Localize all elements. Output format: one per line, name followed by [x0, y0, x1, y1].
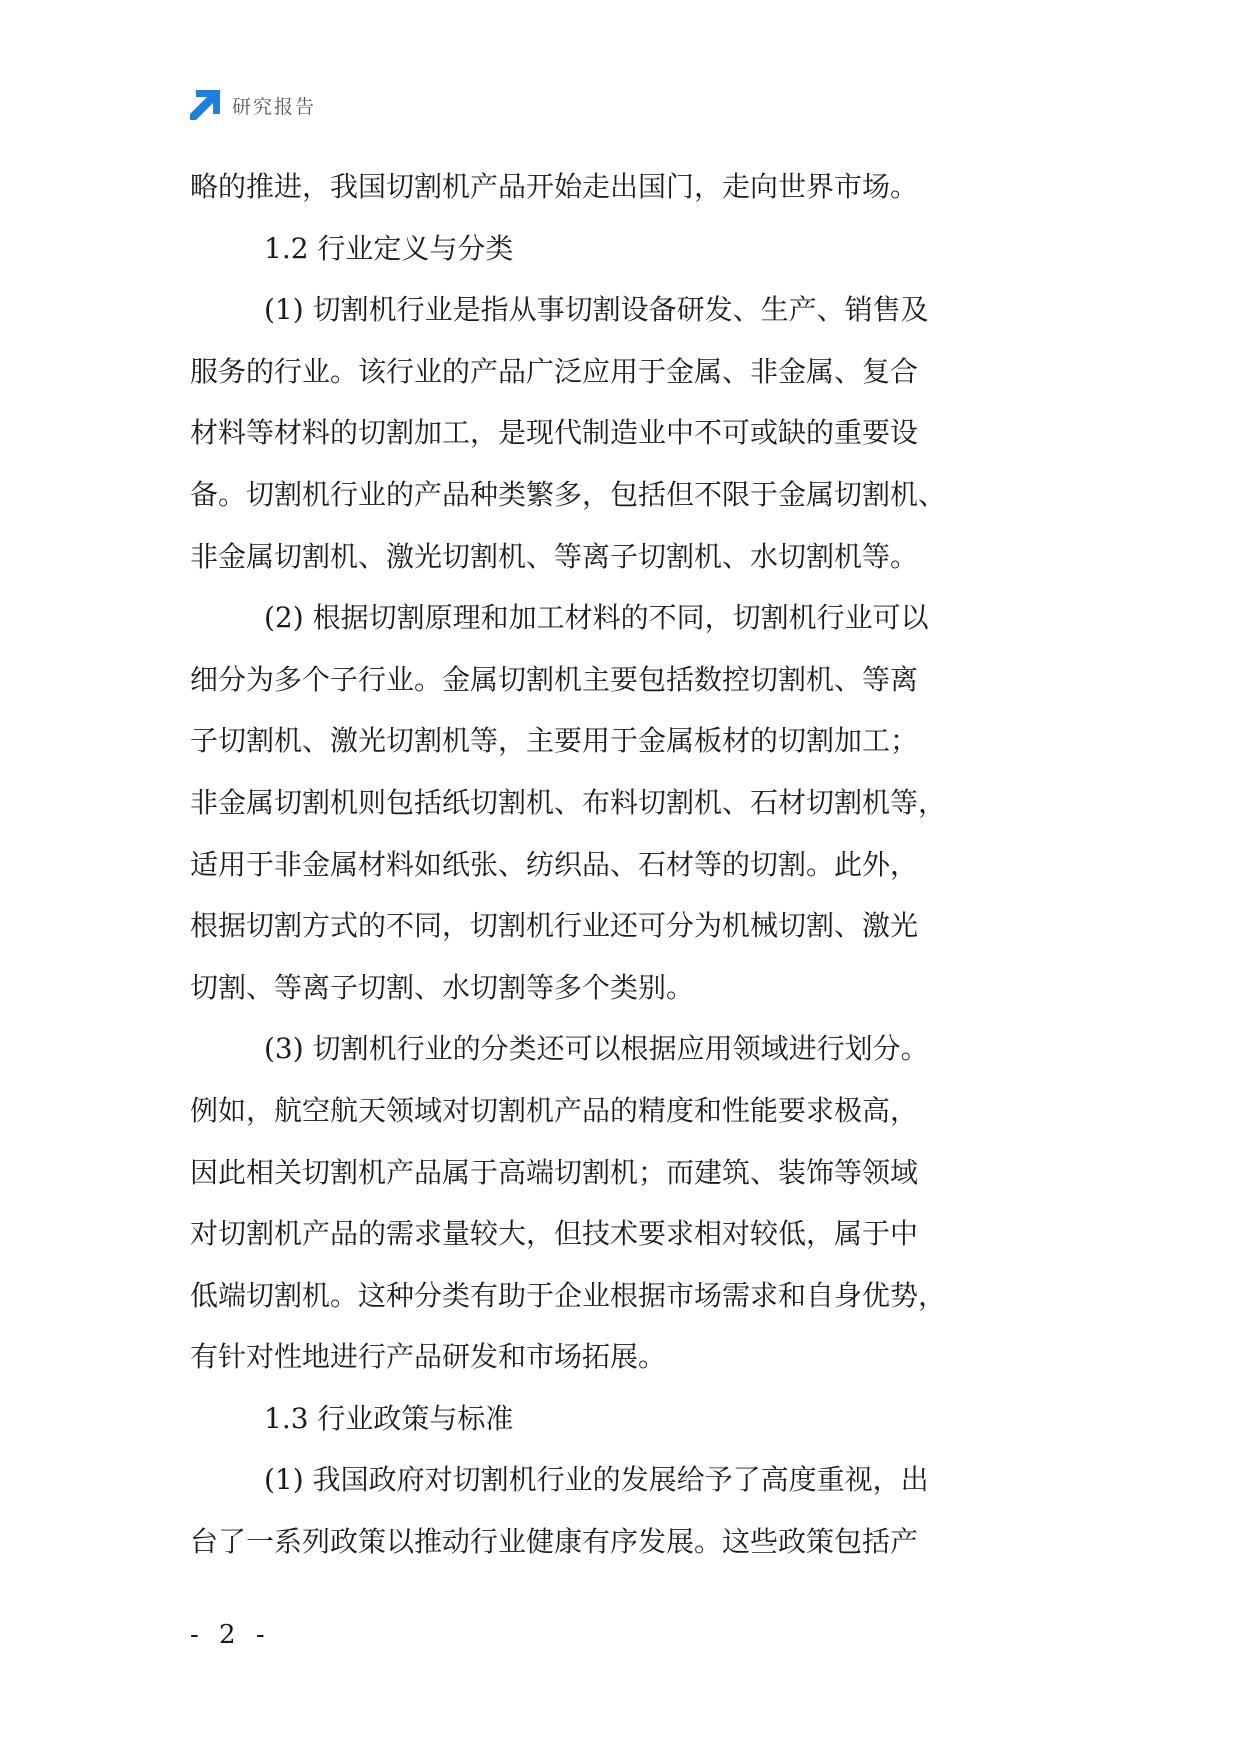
page-number: - 2 - [190, 1620, 271, 1650]
text-line: 细分为多个子行业。金属切割机主要包括数控切割机、等离 [190, 662, 919, 696]
text-line: 台了一系列政策以推动行业健康有序发展。这些政策包括产 [190, 1525, 919, 1559]
text-line: 非金属切割机则包括纸切割机、布料切割机、石材切割机等， [190, 785, 947, 819]
text-line: 非金属切割机、激光切割机、等离子切割机、水切割机等。 [190, 539, 919, 573]
text-line: 根据切割方式的不同，切割机行业还可分为机械切割、激光 [190, 909, 919, 943]
section-heading: 1.2 行业定义与分类 [264, 231, 514, 265]
text-line: 略的推进，我国切割机产品开始走出国门，走向世界市场。 [190, 170, 919, 203]
text-line: 因此相关切割机产品属于高端切割机；而建筑、装饰等领域 [190, 1155, 919, 1189]
arrow-up-right-icon [190, 90, 220, 120]
text-line: 服务的行业。该行业的产品广泛应用于金属、非金属、复合 [190, 354, 919, 388]
document-body [190, 156, 1058, 1573]
text-line: (2) 根据切割原理和加工材料的不同，切割机行业可以 [264, 601, 929, 635]
page-header [190, 88, 316, 122]
text-line: 备。切割机行业的产品种类繁多，包括但不限于金属切割机、 [190, 477, 947, 511]
text-line: 例如，航空航天领域对切割机产品的精度和性能要求极高， [190, 1093, 919, 1127]
text-line: 适用于非金属材料如纸张、纺织品、石材等的切割。此外， [190, 847, 919, 881]
text-line: (3) 切割机行业的分类还可以根据应用领域进行划分。 [264, 1032, 929, 1066]
text-line: 子切割机、激光切割机等，主要用于金属板材的切割加工； [190, 724, 919, 758]
text-line: 对切割机产品的需求量较大，但技术要求相对较低，属于中 [190, 1217, 919, 1251]
text-line: (1) 切割机行业是指从事切割设备研发、生产、销售及 [264, 293, 929, 327]
text-line: (1) 我国政府对切割机行业的发展给予了高度重视，出 [264, 1463, 929, 1497]
section-heading: 1.3 行业政策与标准 [264, 1401, 514, 1435]
text-line: 材料等材料的切割加工，是现代制造业中不可或缺的重要设 [190, 416, 919, 450]
text-line: 切割、等离子切割、水切割等多个类别。 [190, 970, 695, 1004]
header-title: 研究报告 [232, 95, 317, 118]
text-line: 有针对性地进行产品研发和市场拓展。 [190, 1340, 667, 1374]
text-line: 低端切割机。这种分类有助于企业根据市场需求和自身优势， [190, 1278, 947, 1312]
